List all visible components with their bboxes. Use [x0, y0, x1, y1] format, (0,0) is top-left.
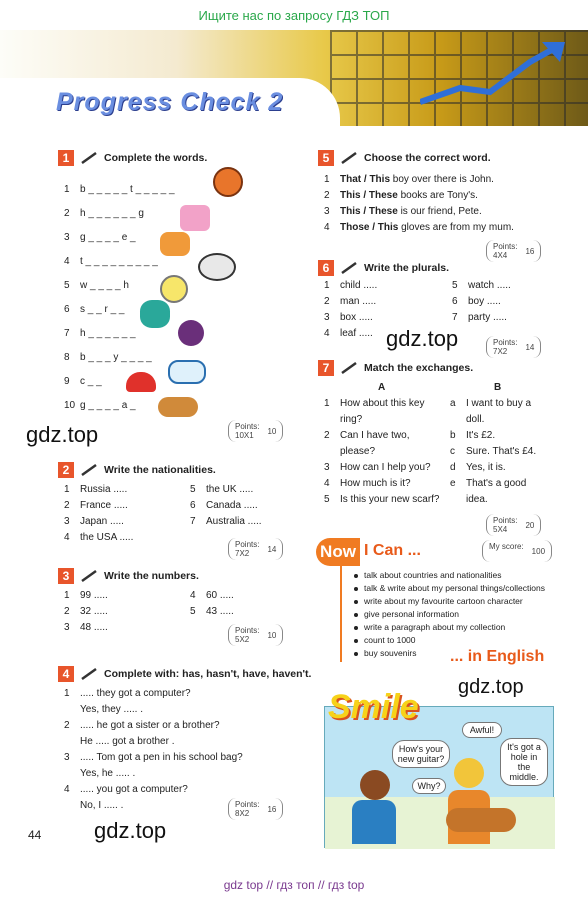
can-do-item — [354, 635, 416, 645]
ex2-points — [228, 538, 283, 560]
ex1-item — [64, 280, 129, 291]
my-score — [482, 540, 552, 562]
ex5-item — [324, 190, 478, 201]
item-number: 2 — [324, 430, 330, 441]
item-number: 3 — [324, 206, 330, 217]
item-text: ..... you got a computer? — [80, 784, 188, 795]
points-max: 16 — [267, 804, 277, 814]
points-calc: 7X2 — [235, 549, 250, 558]
scarf-icon — [140, 300, 170, 328]
pen-icon — [80, 569, 98, 583]
ex1-item — [64, 232, 136, 243]
can-do-text: give personal information — [364, 609, 459, 619]
ex6-item — [324, 312, 373, 323]
can-do-item — [354, 622, 505, 632]
item-number: 5 — [64, 280, 70, 291]
ex3-item — [190, 590, 234, 601]
item-text: How can I help you? — [340, 462, 431, 473]
item-text: the UK ..... — [206, 484, 254, 495]
choice-words: Those / This — [340, 222, 399, 233]
speech-bubble-1: How's your new guitar? — [392, 740, 450, 768]
item-text: boy over there is John. — [390, 174, 494, 185]
ex1-item — [64, 376, 102, 387]
item-number: 5 — [190, 606, 196, 617]
glove-icon — [160, 232, 190, 256]
ex7-b-item — [450, 414, 484, 425]
watermark-4: gdz.top — [458, 676, 524, 698]
ex5-item — [324, 206, 482, 217]
item-text: 48 ..... — [80, 622, 108, 633]
item-number: 3 — [64, 622, 70, 633]
comic-guitar-icon — [446, 808, 516, 832]
ex2-item — [190, 484, 253, 495]
item-number: e — [450, 478, 456, 489]
item-number: 2 — [64, 720, 70, 731]
i-can-title: I Can ... — [364, 542, 421, 559]
item-text: Sure. That's £4. — [466, 446, 537, 457]
can-do-item — [354, 648, 416, 658]
ex7-a-item — [324, 430, 409, 441]
item-number: 6 — [452, 296, 458, 307]
item-number: 7 — [64, 328, 70, 339]
ex1-item — [64, 208, 144, 219]
item-text: leaf ..... — [340, 328, 373, 339]
item-number: 1 — [324, 398, 330, 409]
watch-icon — [160, 275, 188, 303]
pen-icon — [340, 361, 358, 375]
boy-left-body — [352, 800, 396, 844]
ex2-item — [190, 516, 262, 527]
boy-right-head — [454, 758, 484, 788]
item-text: child ..... — [340, 280, 378, 291]
ex3-number: 3 — [58, 568, 74, 584]
item-text: s _ _ r _ _ — [80, 304, 125, 315]
item-text: box ..... — [340, 312, 373, 323]
hat-icon — [178, 320, 204, 346]
in-english: ... in English — [450, 648, 545, 665]
item-text: Can I have two, — [340, 430, 410, 441]
ex5-title: Choose the correct word. — [364, 152, 491, 164]
item-number: d — [450, 462, 456, 473]
item-text: Japan ..... — [80, 516, 124, 527]
item-number: 3 — [64, 516, 70, 527]
smile-logo: Smile — [328, 688, 419, 726]
col-b-header: B — [494, 382, 502, 393]
watermark-3: gdz.top — [386, 326, 459, 351]
ex2-item — [190, 500, 258, 511]
bullet-icon — [354, 652, 358, 656]
points-calc: 10X1 — [235, 431, 254, 440]
col-a-header: A — [378, 382, 386, 393]
item-text: How about this key — [340, 398, 425, 409]
speech-bubble-3: Awful! — [462, 722, 502, 738]
points-max: 10 — [267, 426, 277, 436]
ex4-line — [64, 768, 135, 779]
ex6-item — [452, 296, 501, 307]
item-number: 8 — [64, 352, 70, 363]
points-calc: 8X2 — [235, 809, 250, 818]
item-text: ..... Tom got a pen in his school bag? — [80, 752, 243, 763]
ex7-a-item — [324, 462, 431, 473]
bullet-icon — [354, 613, 358, 617]
watermark-1: gdz.top — [26, 422, 99, 447]
can-do-text: write a paragraph about my collection — [364, 622, 506, 632]
bottom-note: gdz top // гдз топ // гдз top — [223, 878, 365, 892]
ex4-line — [64, 720, 220, 731]
ex7-number: 7 — [318, 360, 334, 376]
can-do-text: buy souvenirs — [364, 648, 417, 658]
item-number: 2 — [64, 500, 70, 511]
bullet-icon — [354, 600, 358, 604]
points-calc: 7X2 — [493, 347, 508, 356]
points-label: Points: — [493, 242, 518, 251]
item-number: 5 — [190, 484, 196, 495]
ex7-a-item — [324, 478, 411, 489]
ex7-b-item — [450, 478, 526, 489]
choice-words: This / These — [340, 206, 398, 217]
speech-bubble-2: Why? — [412, 778, 446, 794]
watermark-2: gdz.top — [94, 818, 167, 843]
trainers-icon — [198, 253, 236, 281]
ex5-header — [318, 150, 491, 166]
points-calc: 5X4 — [493, 525, 508, 534]
item-number: 7 — [190, 516, 196, 527]
item-number: b — [450, 430, 456, 441]
speech-bubble-4: It's got a hole in the middle. — [500, 738, 548, 786]
points-label: Points: — [235, 540, 260, 549]
boy-left-head — [360, 770, 390, 800]
item-text: Is this your new scarf? — [340, 494, 440, 505]
top-note: Ищите нас по запросу ГДЗ ТОП — [198, 8, 390, 23]
item-text: g _ _ _ _ a _ — [80, 400, 136, 411]
ex7-b-item — [450, 446, 536, 457]
item-number: 7 — [452, 312, 458, 323]
item-text: It's £2. — [466, 430, 496, 441]
bullet-icon — [354, 574, 358, 578]
item-number: 2 — [324, 296, 330, 307]
item-text: man ..... — [340, 296, 377, 307]
item-number: 4 — [324, 328, 330, 339]
ex3-item — [64, 622, 108, 633]
can-do-item — [354, 609, 459, 619]
ex1-item — [64, 184, 175, 195]
ex4-header — [58, 666, 311, 682]
ex1-item — [64, 400, 136, 411]
ex6-points — [486, 336, 541, 358]
points-label: Points: — [493, 516, 518, 525]
points-label: Points: — [235, 422, 260, 431]
item-number: 2 — [64, 606, 70, 617]
pen-icon — [80, 463, 98, 477]
item-text: the USA ..... — [80, 532, 134, 543]
ex1-number: 1 — [58, 150, 74, 166]
ex3-item — [64, 606, 108, 617]
ex2-number: 2 — [58, 462, 74, 478]
points-label: Points: — [493, 338, 518, 347]
item-number: 1 — [64, 484, 70, 495]
ex2-item — [64, 484, 127, 495]
ex6-item — [452, 312, 507, 323]
score-label: My score: — [489, 542, 524, 551]
ex1-item — [64, 328, 136, 339]
ex2-item — [64, 532, 133, 543]
item-text: 43 ..... — [206, 606, 234, 617]
item-text: b _ _ _ _ _ t _ _ _ _ _ — [80, 184, 175, 195]
item-text: Australia ..... — [206, 516, 262, 527]
item-text: books are Tony's. — [397, 190, 478, 201]
ex7-points — [486, 514, 541, 536]
item-number: 5 — [452, 280, 458, 291]
ex7-a-item — [324, 446, 375, 457]
ex6-item — [324, 328, 373, 339]
item-number: 4 — [190, 590, 196, 601]
ex7-b-item — [450, 398, 531, 409]
item-number: 5 — [324, 494, 330, 505]
ex4-line — [64, 800, 123, 811]
item-number: 3 — [324, 462, 330, 473]
pen-icon — [80, 151, 98, 165]
cap-icon — [126, 372, 156, 392]
item-number: 6 — [64, 304, 70, 315]
item-text: Yes, he ..... . — [80, 768, 136, 779]
ex6-item — [452, 280, 511, 291]
item-number: 1 — [64, 688, 70, 699]
item-text: 99 ..... — [80, 590, 108, 601]
ex7-title: Match the exchanges. — [364, 362, 474, 374]
ex4-line — [64, 736, 175, 747]
ex2-title: Write the nationalities. — [104, 464, 216, 476]
item-text: 60 ..... — [206, 590, 234, 601]
ex4-number: 4 — [58, 666, 74, 682]
item-number: 3 — [64, 232, 70, 243]
ex5-points — [486, 240, 541, 262]
item-number: 3 — [64, 752, 70, 763]
ex4-title: Complete with: has, hasn't, have, haven't. — [104, 668, 312, 680]
item-text: Canada ..... — [206, 500, 258, 511]
guitar-icon — [158, 397, 198, 417]
choice-words: That / This — [340, 174, 390, 185]
ex7-a-item — [324, 398, 425, 409]
item-text: doll. — [466, 414, 485, 425]
pen-icon — [80, 667, 98, 681]
item-text: h _ _ _ _ _ _ g — [80, 208, 144, 219]
item-number: 2 — [64, 208, 70, 219]
points-max: 14 — [525, 342, 535, 352]
item-number: 4 — [324, 222, 330, 233]
ex4-line — [64, 688, 191, 699]
item-text: c _ _ — [80, 376, 102, 387]
points-max: 20 — [525, 520, 535, 530]
bullet-icon — [354, 587, 358, 591]
ex7-a-item — [324, 414, 362, 425]
item-text: g _ _ _ _ e _ — [80, 232, 136, 243]
ex2-item — [64, 500, 128, 511]
ex4-line — [64, 784, 188, 795]
item-text: 32 ..... — [80, 606, 108, 617]
ex7-b-item — [450, 462, 506, 473]
item-number: c — [450, 446, 455, 457]
item-number: 6 — [190, 500, 196, 511]
ex5-item — [324, 174, 494, 185]
item-text: t _ _ _ _ _ _ _ _ _ — [80, 256, 158, 267]
ex1-item — [64, 352, 152, 363]
can-do-item — [354, 596, 523, 606]
item-number: 1 — [64, 184, 70, 195]
points-label: Points: — [235, 800, 260, 809]
ex2-header — [58, 462, 216, 478]
ex5-item — [324, 222, 514, 233]
can-do-item — [354, 583, 545, 593]
item-text: Russia ..... — [80, 484, 128, 495]
item-text: gloves are from my mum. — [398, 222, 514, 233]
item-number: 1 — [64, 590, 70, 601]
item-text: Yes, they ..... . — [80, 704, 143, 715]
ex3-points — [228, 624, 283, 646]
ex1-item — [64, 256, 158, 267]
item-text: ..... they got a computer? — [80, 688, 191, 699]
trend-arrow-icon — [420, 40, 570, 110]
item-text: h _ _ _ _ _ _ — [80, 328, 136, 339]
ex1-title: Complete the words. — [104, 152, 208, 164]
ex7-b-item — [450, 494, 488, 505]
item-number: 4 — [64, 784, 70, 795]
item-number: a — [450, 398, 456, 409]
ex6-item — [324, 296, 376, 307]
ex1-item — [64, 304, 124, 315]
page-title: Progress Check 2 — [56, 88, 284, 116]
item-text: How much is it? — [340, 478, 411, 489]
item-text: is our friend, Pete. — [397, 206, 482, 217]
ex1-points — [228, 420, 283, 442]
item-number: 1 — [324, 280, 330, 291]
page-number: 44 — [28, 828, 42, 842]
ex3-item — [64, 590, 108, 601]
ex3-header — [58, 568, 199, 584]
can-do-text: talk & write about my personal things/collections — [364, 583, 545, 593]
handbag-icon — [180, 205, 210, 231]
ex4-points — [228, 798, 283, 820]
pen-icon — [340, 261, 358, 275]
basketball-icon — [213, 167, 243, 197]
item-text: That's a good — [466, 478, 527, 489]
ex1-header — [58, 150, 207, 166]
bullet-icon — [354, 626, 358, 630]
ex6-title: Write the plurals. — [364, 262, 449, 274]
item-number: 10 — [64, 400, 76, 411]
item-text: Yes, it is. — [466, 462, 506, 473]
bicycle-icon — [168, 360, 206, 384]
points-calc: 4X4 — [493, 251, 508, 260]
points-calc: 5X2 — [235, 635, 250, 644]
bullet-icon — [354, 639, 358, 643]
item-text: France ..... — [80, 500, 128, 511]
item-text: He ..... got a brother . — [80, 736, 175, 747]
item-text: No, I ..... . — [80, 800, 124, 811]
ex3-title: Write the numbers. — [104, 570, 199, 582]
points-label: Points: — [235, 626, 260, 635]
can-do-text: count to 1000 — [364, 635, 416, 645]
ex5-number: 5 — [318, 150, 334, 166]
item-number: 3 — [324, 312, 330, 323]
ex7-a-item — [324, 494, 439, 505]
can-do-text: talk about countries and nationalities — [364, 570, 502, 580]
item-number: 2 — [324, 190, 330, 201]
ex7-header — [318, 360, 473, 376]
ex4-line — [64, 704, 143, 715]
ex6-number: 6 — [318, 260, 334, 276]
item-text: party ..... — [468, 312, 507, 323]
score-max: 100 — [531, 546, 546, 556]
item-text: ..... he got a sister or a brother? — [80, 720, 220, 731]
item-number: 4 — [64, 532, 70, 543]
item-text: b _ _ _ y _ _ _ _ — [80, 352, 152, 363]
pen-icon — [340, 151, 358, 165]
item-number: 4 — [324, 478, 330, 489]
item-text: ring? — [340, 414, 363, 425]
item-text: w _ _ _ _ h — [80, 280, 129, 291]
item-number: 4 — [64, 256, 70, 267]
item-number: 1 — [324, 174, 330, 185]
ex6-header — [318, 260, 449, 276]
ex2-item — [64, 516, 124, 527]
ex6-item — [324, 280, 377, 291]
item-text: I want to buy a — [466, 398, 532, 409]
now-badge: Now — [316, 538, 360, 566]
points-max: 14 — [267, 544, 277, 554]
item-number: 9 — [64, 376, 70, 387]
points-max: 16 — [525, 246, 535, 256]
item-text: idea. — [466, 494, 488, 505]
ex7-b-item — [450, 430, 495, 441]
points-max: 10 — [267, 630, 277, 640]
can-do-item — [354, 570, 502, 580]
ex3-item — [190, 606, 234, 617]
item-text: boy ..... — [468, 296, 501, 307]
ex4-line — [64, 752, 243, 763]
can-do-text: write about my favourite cartoon character — [364, 596, 523, 606]
item-text: watch ..... — [468, 280, 511, 291]
item-text: please? — [340, 446, 376, 457]
choice-words: This / These — [340, 190, 398, 201]
